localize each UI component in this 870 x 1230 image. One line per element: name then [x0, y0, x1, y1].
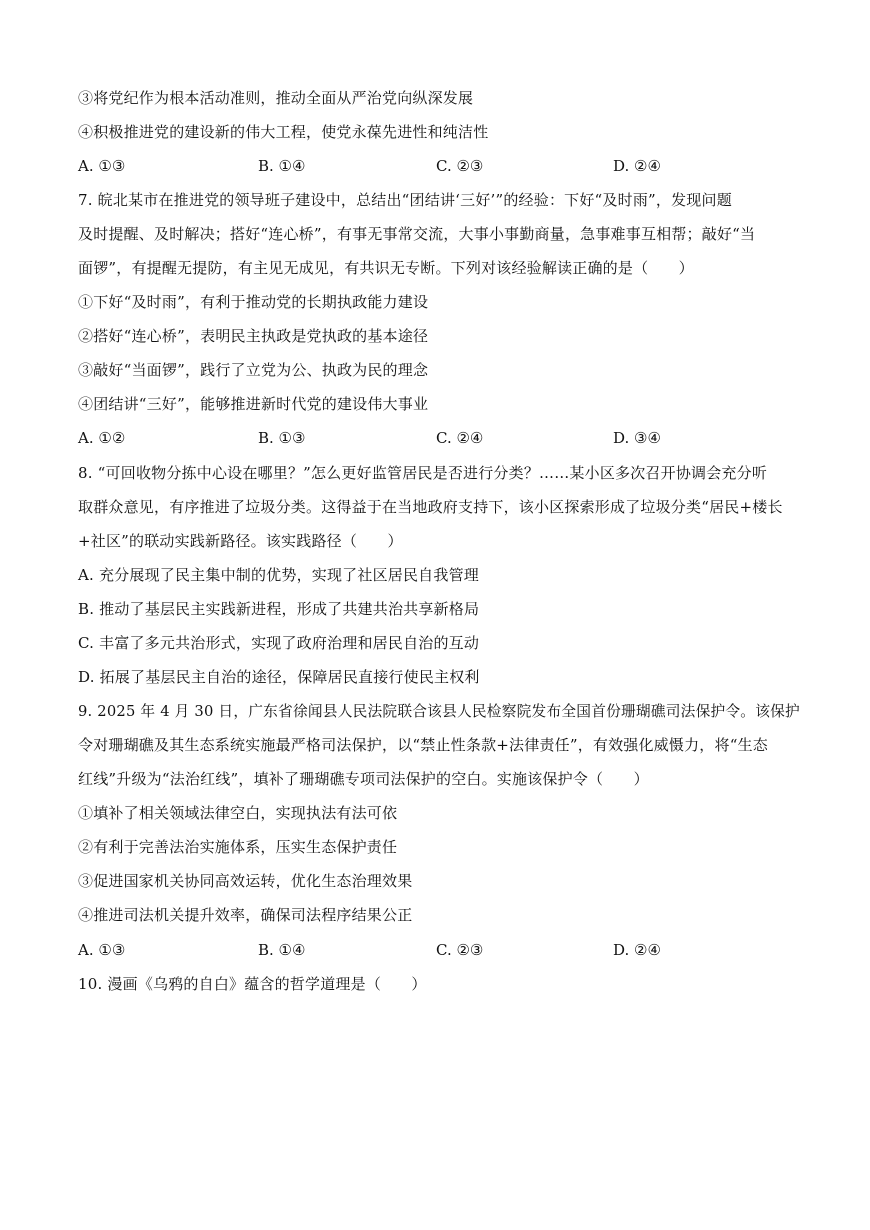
q7-stem-line-2: 及时提醒、及时解决；搭好“连心桥”，有事无事常交流，大事小事勤商量，急事难事互相帮；敲好“当	[78, 225, 756, 243]
q6-option-b: B. ①④	[258, 157, 306, 175]
q8-stem-line-1: 8. “可回收物分拣中心设在哪里？”怎么更好监管居民是否进行分类？……某小区多次召开协调会充分听	[78, 464, 768, 482]
q7-option-b: B. ①③	[258, 429, 306, 447]
q7-stem-line-3: 面锣”，有提醒无提防，有主见无成见，有共识无专断。下列对该经验解读正确的是（ ）	[78, 259, 694, 277]
q8-choice-c: C. 丰富了多元共治形式，实现了政府治理和居民自治的互动	[78, 634, 480, 652]
q7-stem-line-1: 7. 皖北某市在推进党的领导班子建设中，总结出“团结讲‘三好’”的经验：下好“及时雨”，发现问题	[78, 191, 732, 209]
q7-option-d: D. ③④	[613, 429, 661, 447]
q9-item-3: ③促进国家机关协同高效运转，优化生态治理效果	[78, 872, 413, 890]
q6-option-c: C. ②③	[436, 157, 484, 175]
q9-item-2: ②有利于完善法治实施体系，压实生态保护责任	[78, 838, 398, 856]
q10-stem: 10. 漫画《乌鸦的自白》蕴含的哲学道理是（ ）	[78, 975, 427, 993]
q9-item-4: ④推进司法机关提升效率，确保司法程序结果公正	[78, 906, 413, 924]
q8-stem-line-2: 取群众意见，有序推进了垃圾分类。这得益于在当地政府支持下，该小区探索形成了垃圾分类“居民+楼长	[78, 498, 783, 516]
q9-option-c: C. ②③	[436, 941, 484, 959]
q9-option-a: A. ①③	[78, 941, 126, 959]
q6-option-a: A. ①③	[78, 157, 126, 175]
q8-choice-a: A. 充分展现了民主集中制的优势，实现了社区居民自我管理	[78, 566, 479, 584]
q9-option-b: B. ①④	[258, 941, 306, 959]
q8-stem-line-3: +社区”的联动实践新路径。该实践路径（ ）	[78, 532, 403, 550]
q7-option-c: C. ②④	[436, 429, 484, 447]
q6-item-3: ③将党纪作为根本活动准则，推动全面从严治党向纵深发展	[78, 89, 474, 107]
q9-stem-line-1: 9. 2025 年 4 月 30 日，广东省徐闻县人民法院联合该县人民检察院发布全国首份珊瑚礁司法保护令。该保护	[78, 702, 800, 720]
q6-item-4: ④积极推进党的建设新的伟大工程，使党永葆先进性和纯洁性	[78, 123, 489, 141]
q8-choice-d: D. 拓展了基层民主自治的途径，保障居民直接行使民主权利	[78, 668, 480, 686]
q6-option-d: D. ②④	[613, 157, 661, 175]
q7-item-3: ③敲好“当面锣”，践行了立党为公、执政为民的理念	[78, 361, 429, 379]
q7-item-2: ②搭好“连心桥”，表明民主执政是党执政的基本途径	[78, 327, 429, 345]
q9-stem-line-2: 令对珊瑚礁及其生态系统实施最严格司法保护，以“禁止性条款+法律责任”，有效强化威慑力，将“生态	[78, 736, 768, 754]
q9-item-1: ①填补了相关领域法律空白，实现执法有法可依	[78, 804, 398, 822]
q7-option-a: A. ①②	[78, 429, 126, 447]
q9-option-d: D. ②④	[613, 941, 661, 959]
q7-item-4: ④团结讲“三好”，能够推进新时代党的建设伟大事业	[78, 395, 429, 413]
q7-item-1: ①下好“及时雨”，有利于推动党的长期执政能力建设	[78, 293, 429, 311]
q8-choice-b: B. 推动了基层民主实践新进程，形成了共建共治共享新格局	[78, 600, 480, 618]
q9-stem-line-3: 红线”升级为“法治红线”，填补了珊瑚礁专项司法保护的空白。实施该保护令（ ）	[78, 770, 649, 788]
